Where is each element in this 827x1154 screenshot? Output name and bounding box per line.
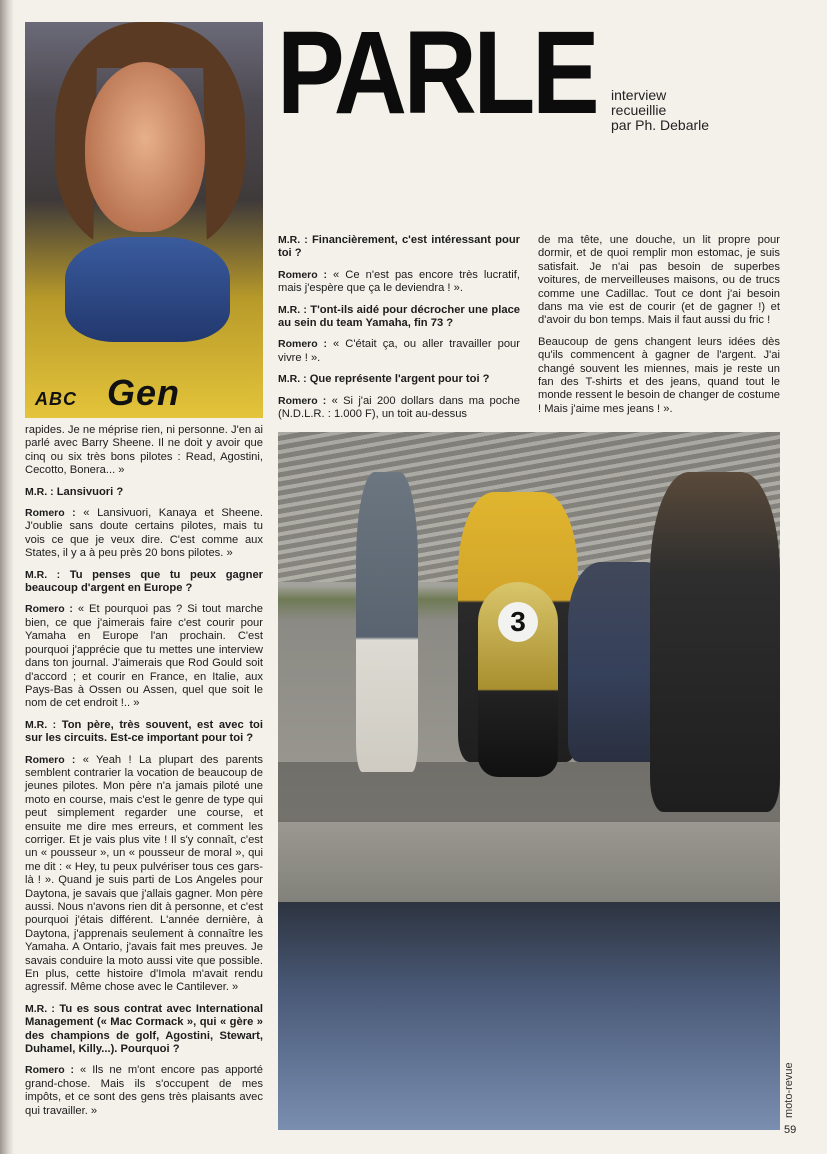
paragraph-text: « C'était ça, ou aller travailler pour vivre ! ».	[278, 338, 520, 364]
speaker-label: Romero :	[25, 507, 76, 520]
speaker-label: M.R. :	[25, 568, 61, 581]
paragraph-text: « Ils ne m'ont encore pas apporté grand-chose. Mais ils s'occupent de mes impôts, et ce sont des gens très plaisants avec qui travailler. »	[25, 1064, 264, 1117]
article-column-middle	[278, 234, 520, 429]
paragraph-text: Que représente l'argent pour toi ?	[309, 373, 490, 386]
interview-question	[25, 719, 263, 746]
speaker-label: M.R. :	[25, 718, 57, 731]
portrait-suit-lettering	[35, 372, 180, 414]
interview-answer	[538, 336, 780, 416]
page-headline: PARLE	[277, 7, 597, 139]
portrait-face	[85, 62, 205, 232]
interview-question	[278, 373, 520, 386]
interview-answer	[25, 603, 263, 710]
speaker-label: Romero :	[278, 268, 328, 281]
article-column-right	[538, 234, 780, 424]
speaker-label: M.R. :	[278, 373, 307, 386]
paragraph-text: rapides. Je ne méprise rien, ni personne. J'en ai parlé avec Barry Sheene. Il ne doit y avoir que cinq ou six très bons pilotes : Read, Agostini, Cecotto, Bonera... »	[25, 424, 263, 477]
speaker-label: Romero :	[278, 394, 327, 407]
paragraph-text: T'ont-ils aidé pour décrocher une place au sein du team Yamaha, fin 73 ?	[278, 303, 521, 330]
speaker-label: Romero :	[25, 603, 73, 616]
puddle-reflection	[278, 902, 780, 1130]
byline	[611, 88, 709, 133]
magazine-name: moto-revue	[783, 1062, 795, 1118]
interview-question	[25, 1003, 263, 1057]
photographer-figure	[650, 472, 780, 812]
speaker-label: M.R. :	[25, 485, 54, 498]
speaker-label: M.R. :	[278, 303, 307, 316]
paragraph-text: « Ce n'est pas encore très lucratif, mais j'espère que ça le deviendra ! ».	[278, 268, 520, 295]
portrait-scarf	[65, 237, 230, 342]
interview-answer	[278, 395, 520, 422]
paddock-scene-photo	[278, 432, 780, 1130]
interview-answer	[278, 338, 520, 365]
paragraph-text: Financièrement, c'est intéressant pour toi ?	[278, 234, 521, 260]
paragraph-text: Tu es sous contrat avec International Management (« Mac Cormack », qui « gère » des champions de golf, Agostini, Stewart, Duhamel, Killy...). Pourquoi ?	[25, 1002, 264, 1056]
speaker-label: Romero :	[25, 1064, 74, 1077]
paragraph-text: « Lansivuori, Kanaya et Sheene. J'oublie sans doute certains pilotes, mais tu vois ce que je veux dire. C'est comme aux States, il y a à peu près 20 bons pilotes. »	[25, 507, 263, 560]
interview-answer	[25, 754, 263, 995]
paragraph-text: Tu penses que tu peux gagner beaucoup d'argent en Europe ?	[25, 568, 264, 595]
page-number: 59	[784, 1124, 797, 1136]
speaker-label: Romero :	[278, 338, 328, 351]
paragraph-text: Lansivuori ?	[56, 485, 124, 498]
standing-man-figure	[356, 472, 418, 772]
byline-line: par Ph. Debarle	[611, 117, 710, 133]
paragraph-text: Beaucoup de gens changent leurs idées dès qu'ils commencent à gagner de l'argent. J'ai changé souvent les miennes, mais je reste un fan des T-shirts et des jeans, quand tout le monde ressent le besoin de changer de costume ! Mais j'aime mes jeans ! ».	[538, 335, 780, 415]
interview-answer	[25, 1064, 263, 1118]
speaker-label: M.R. :	[25, 1002, 55, 1015]
interview-question	[278, 234, 520, 261]
rider-portrait-photo	[25, 22, 263, 418]
motorcycle	[478, 582, 558, 777]
paragraph-text: « Yeah ! La plupart des parents semblent contrarier la vocation de beaucoup de jeunes pilotes. Mon père n'a jamais piloté une moto en course, mais c'est le genre de type qui peut simplement regarder une course, et ensuite me dire mes erreurs, et comment les corriger. Et je vais plus vite ! Il s'y connaît, c'est un « pousseur », un « pousseur de moral », qui me dit : « Hey, tu peux pulvériser tous ces gars-là ! ». Quand je suis parti de Los Angeles pour Daytona, je savais que j'allais gagner. Mon père aussi. Nous n'avons rien dit à personne, et c'est pourquoi j'étais différent. L'année dernière, à Daytona, j'apprenais seulement à connaître les Yamaha. A Ontario, j'avais fait mes preuves. Je savais conduire la moto aussi vite que possible. En plus, cette histoire d'Imola m'avait rendu agressif. Même chose avec le Cantilever. »	[25, 753, 263, 994]
bike-number-plate: 3	[498, 602, 538, 642]
paragraph-text: « Si j'ai 200 dollars dans ma poche (N.D.L.R. : 1.000 F), un toit au-dessus	[278, 394, 521, 421]
interview-question	[25, 569, 263, 596]
interview-answer	[25, 424, 263, 478]
suit-logo-abc: ABC	[35, 389, 77, 409]
paragraph-text: de ma tête, une douche, un lit propre pour dormir, et de quoi remplir mon estomac, je suis satisfait. Je n'ai pas besoin de superbes voitures, de merveilleuses maisons, ou de trucs comme une Cadillac. Tout ce dont j'ai besoin dans ma vie est de courir (et de gagner !) et d'avoir du bon temps. Mais il faut aussi du fric !	[538, 234, 780, 327]
interview-answer	[25, 507, 263, 561]
interview-answer	[278, 269, 520, 296]
interview-question	[25, 486, 263, 499]
speaker-label: Romero :	[25, 753, 76, 766]
interview-answer	[538, 234, 780, 328]
suit-logo-gen: Gen	[107, 372, 181, 413]
paragraph-text: « Et pourquoi pas ? Si tout marche bien, ce que j'aimerais faire c'est courir pour Yamaha en Europe l'an prochain. C'est pourquoi j'apprécie que tu mettes une interview dans ton journal. J'aimerais que Rod Gould soit d'accord ; et courir en France, en Italie, aux Pays-Bas à Ossen ou Assen, quel que soit le nom de cet endroit !.. »	[25, 603, 264, 710]
interview-question	[278, 304, 520, 331]
article-column-left	[25, 424, 263, 1126]
page-spine-shadow	[0, 0, 14, 1154]
speaker-label: M.R. :	[278, 234, 308, 246]
byline-line: recueillie	[611, 102, 667, 118]
paragraph-text: Ton père, très souvent, est avec toi sur les circuits. Est-ce important pour toi ?	[25, 718, 263, 745]
byline-line: interview	[611, 87, 667, 103]
